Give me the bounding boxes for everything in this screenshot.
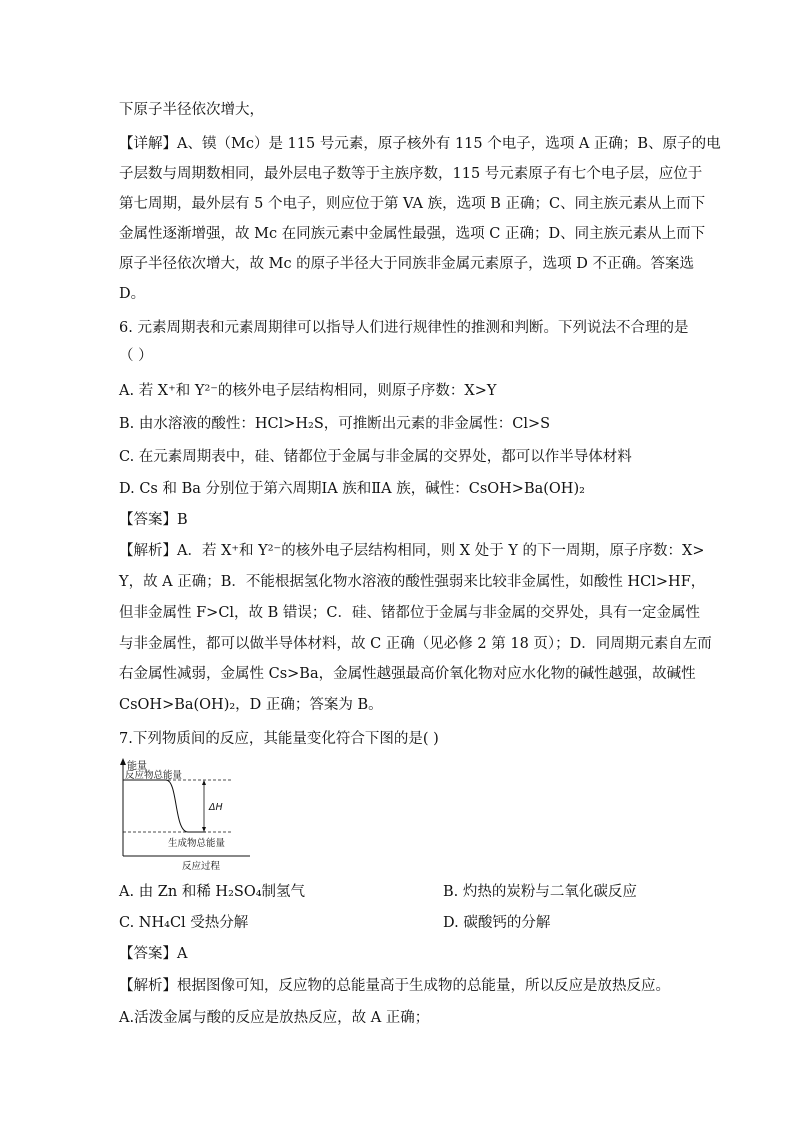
delta-h-label: ΔH [209, 802, 223, 813]
text-line: D。 [119, 286, 146, 302]
question-6-option-d: D. Cs 和 Ba 分别位于第六周期ⅠA 族和ⅡA 族，碱性：CsOH>Ba(OH)₂ [119, 481, 585, 497]
text-line: CsOH>Ba(OH)₂，D 正确；答案为 B。 [119, 697, 383, 713]
text-line: 但非金属性 F>Cl，故 B 错误；C．硅、锗都位于金属与非金属的交界处，具有一定金属性 [119, 605, 701, 621]
text-line: 右金属性减弱，金属性 Cs>Ba，金属性越强最高价氧化物对应水化物的碱性越强，故碱性 [119, 666, 696, 682]
text-line: 原子半径依次增大，故 Mc 的原子半径大于同族非金属元素原子，选项 D 不正确。答案选 [119, 256, 695, 272]
reactant-energy-label: 反应物总能量 [125, 770, 183, 781]
text-line: 下原子半径依次增大， [119, 102, 264, 118]
text-line: Y，故 A 正确；B．不能根据氢化物水溶液的酸性强弱来比较非金属性，如酸性 HCl>HF， [119, 574, 706, 590]
question-7-option-c: C. NH₄Cl 受热分解 [119, 915, 249, 931]
text-line: 与非金属性，都可以做半导体材料，故 C 正确（见必修 2 第 18 页）；D．同周期元素自左而 [119, 636, 712, 652]
question-7-stem: 7.下列物质间的反应，其能量变化符合下图的是( ) [119, 731, 439, 747]
question-7-option-b: B. 灼热的炭粉与二氧化碳反应 [443, 884, 637, 900]
text-line: A.活泼金属与酸的反应是放热反应，故 A 正确； [119, 1010, 430, 1026]
delta-h-arrow-bottom [202, 827, 206, 832]
question-7-analysis: 【解析】根据图像可知，反应物的总能量高于生成物的总能量，所以反应是放热反应。 [119, 978, 670, 994]
question-6-option-c: C. 在元素周期表中，硅、锗都位于金属与非金属的交界处，都可以作半导体材料 [119, 449, 632, 465]
question-7-option-a: A. 由 Zn 和稀 H₂SO₄制氢气 [119, 884, 306, 900]
text-line: 子层数与周期数相同，最外层电子数等于主族序数，115 号元素原子有七个电子层，应位于 [119, 166, 703, 182]
energy-diagram [114, 758, 254, 870]
product-energy-label: 生成物总能量 [168, 838, 226, 849]
question-6-analysis: 【解析】A．若 X⁺和 Y²⁻的核外电子层结构相同，则 X 处于 Y 的下一周期，原子序数：X> [119, 543, 705, 559]
x-axis-label: 反应过程 [182, 861, 221, 870]
detail-line: 【详解】A、镆（Mc）是 115 号元素，原子核外有 115 个电子，选项 A 正确；B、原子的电 [119, 136, 721, 152]
text-line: 金属性逐渐增强，故 Mc 在同族元素中金属性最强，选项 C 正确；D、同主族元素从上而下 [119, 226, 706, 242]
question-6-option-a: A. 若 X⁺和 Y²⁻的核外电子层结构相同，则原子序数：X>Y [119, 383, 497, 399]
question-6-answer: 【答案】B [119, 512, 188, 528]
question-6-bracket: （ ） [119, 348, 153, 364]
question-7-option-d: D. 碳酸钙的分解 [443, 915, 551, 931]
question-6-stem: 6. 元素周期表和元素周期律可以指导人们进行规律性的推测和判断。下列说法不合理的是 [119, 320, 689, 336]
question-6-option-b: B. 由水溶液的酸性：HCl>H₂S，可推断出元素的非金属性：Cl>S [119, 416, 551, 432]
delta-h-arrow-top [202, 780, 206, 785]
text-line: 第七周期，最外层有 5 个电子，则应位于第 VA 族，选项 B 正确；C、同主族元素从上而下 [119, 196, 706, 212]
question-7-answer: 【答案】A [119, 946, 188, 962]
y-axis-label: 能量 [127, 761, 147, 772]
energy-curve [123, 780, 206, 832]
y-axis-arrow [120, 758, 126, 765]
